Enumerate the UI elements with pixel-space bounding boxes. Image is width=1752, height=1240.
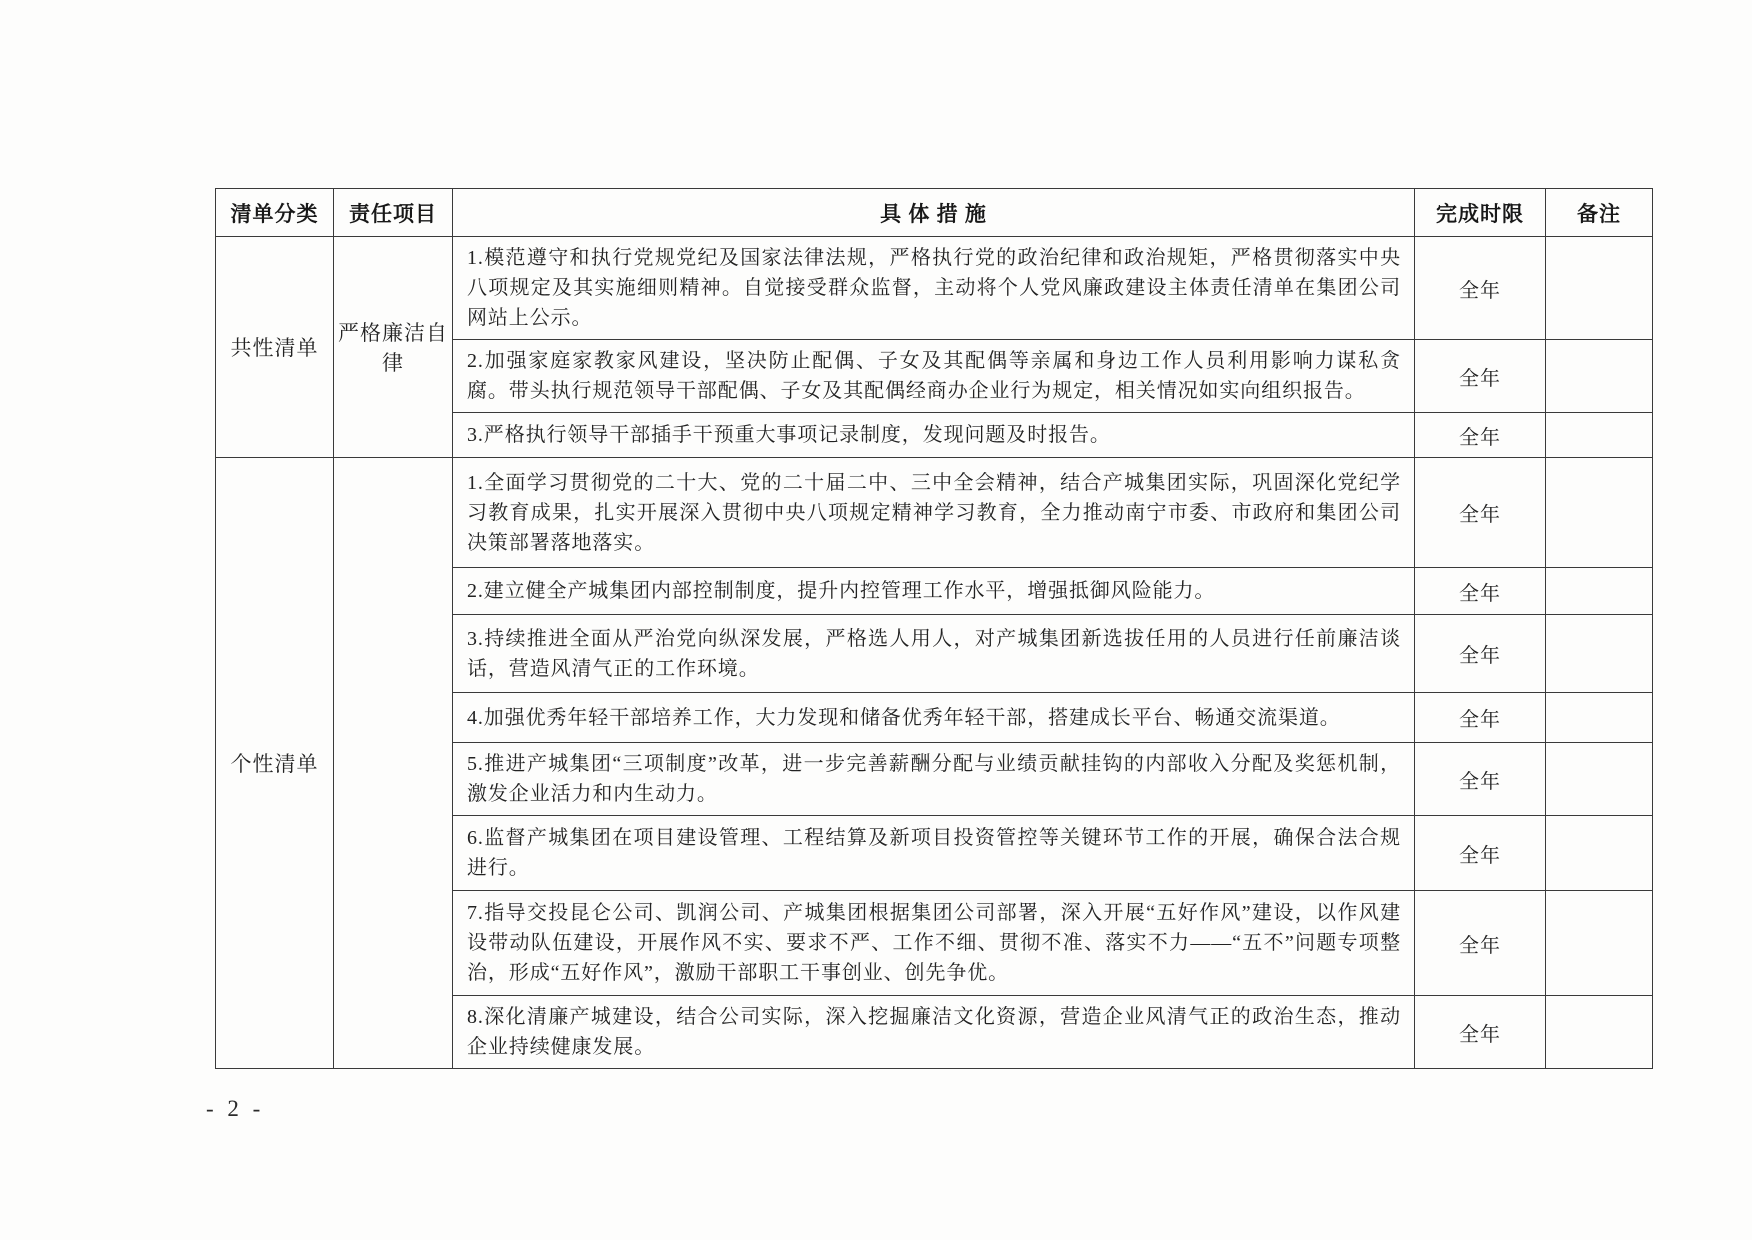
measure-cell: 3.持续推进全面从严治党向纵深发展，严格选人用人，对产城集团新选拔任用的人员进行任前廉洁谈话，营造风清气正的工作环境。 [453,615,1415,693]
measure-cell: 1.全面学习贯彻党的二十大、党的二十届二中、三中全会精神，结合产城集团实际，巩固深化党纪学习教育成果，扎实开展深入贯彻中央八项规定精神学习教育，全力推动南宁市委、市政府和集团公司决策部署落地落实。 [453,458,1415,568]
remark-cell [1546,693,1653,743]
table-row [216,237,1653,340]
table-header-row [216,189,1653,237]
deadline-cell: 全年 [1415,693,1546,743]
deadline-cell: 全年 [1415,891,1546,996]
measure-cell: 1.模范遵守和执行党规党纪及国家法律法规，严格执行党的政治纪律和政治规矩，严格贯彻落实中央八项规定及其实施细则精神。自觉接受群众监督，主动将个人党风廉政建设主体责任清单在集团公司网站上公示。 [453,237,1415,340]
project-cell-empty [334,458,453,1069]
deadline-cell: 全年 [1415,413,1546,458]
measure-cell: 2.加强家庭家教家风建设，坚决防止配偶、子女及其配偶等亲属和身边工作人员利用影响力谋私贪腐。带头执行规范领导干部配偶、子女及其配偶经商办企业行为规定，相关情况如实向组织报告。 [453,340,1415,413]
measure-cell: 3.严格执行领导干部插手干预重大事项记录制度，发现问题及时报告。 [453,413,1415,458]
remark-cell [1546,615,1653,693]
deadline-cell: 全年 [1415,458,1546,568]
measure-cell: 5.推进产城集团“三项制度”改革，进一步完善薪酬分配与业绩贡献挂钩的内部收入分配及奖惩机制，激发企业活力和内生动力。 [453,743,1415,816]
remark-cell [1546,816,1653,891]
header-remark: 备注 [1546,189,1653,237]
header-category: 清单分类 [216,189,334,237]
remark-cell [1546,237,1653,340]
responsibility-list-table [215,188,1653,1069]
measure-cell: 7.指导交投昆仑公司、凯润公司、产城集团根据集团公司部署，深入开展“五好作风”建设，以作风建设带动队伍建设，开展作风不实、要求不严、工作不细、贯彻不准、落实不力——“五不”问题专项整治，形成“五好作风”，激励干部职工干事创业、创先争优。 [453,891,1415,996]
deadline-cell: 全年 [1415,996,1546,1069]
measure-cell: 2.建立健全产城集团内部控制制度，提升内控管理工作水平，增强抵御风险能力。 [453,568,1415,615]
category-cell-individual: 个性清单 [216,458,334,1069]
remark-cell [1546,996,1653,1069]
header-measures: 具 体 措 施 [453,189,1415,237]
page-number: - 2 - [206,1096,265,1121]
header-deadline: 完成时限 [1415,189,1546,237]
remark-cell [1546,743,1653,816]
measure-cell: 6.监督产城集团在项目建设管理、工程结算及新项目投资管控等关键环节工作的开展，确保合法合规进行。 [453,816,1415,891]
remark-cell [1546,891,1653,996]
deadline-cell: 全年 [1415,237,1546,340]
remark-cell [1546,568,1653,615]
deadline-cell: 全年 [1415,615,1546,693]
remark-cell [1546,340,1653,413]
table-row [216,458,1653,568]
measure-cell: 4.加强优秀年轻干部培养工作，大力发现和储备优秀年轻干部，搭建成长平台、畅通交流渠道。 [453,693,1415,743]
measure-cell: 8.深化清廉产城建设，结合公司实际，深入挖掘廉洁文化资源，营造企业风清气正的政治生态，推动企业持续健康发展。 [453,996,1415,1069]
remark-cell [1546,458,1653,568]
header-project: 责任项目 [334,189,453,237]
deadline-cell: 全年 [1415,340,1546,413]
deadline-cell: 全年 [1415,743,1546,816]
project-cell: 严格廉洁自律 [334,237,453,458]
remark-cell [1546,413,1653,458]
category-cell-common: 共性清单 [216,237,334,458]
deadline-cell: 全年 [1415,816,1546,891]
deadline-cell: 全年 [1415,568,1546,615]
